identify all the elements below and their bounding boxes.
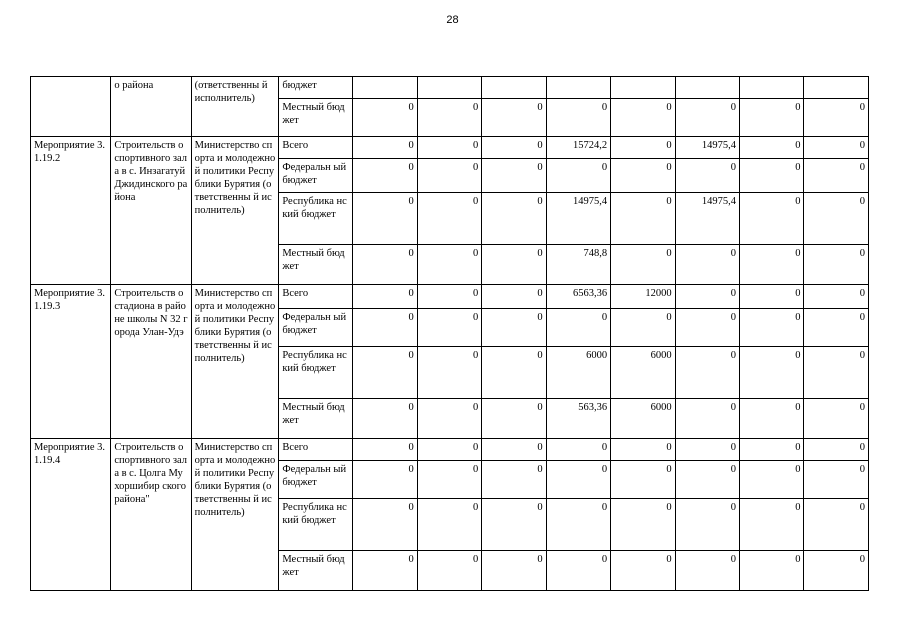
value-cell: 0 xyxy=(740,285,804,309)
measure-id-cell xyxy=(31,77,111,137)
value-cell: 0 xyxy=(353,439,417,461)
value-cell: 0 xyxy=(546,99,610,137)
value-cell: 0 xyxy=(353,285,417,309)
value-cell: 0 xyxy=(482,285,546,309)
value-cell: 0 xyxy=(353,99,417,137)
value-cell: 0 xyxy=(804,99,869,137)
value-cell: 0 xyxy=(417,137,481,159)
value-cell: 0 xyxy=(740,159,804,193)
value-cell: 0 xyxy=(482,245,546,285)
table-row xyxy=(31,137,869,159)
value-cell: 0 xyxy=(675,245,739,285)
value-cell: 0 xyxy=(482,99,546,137)
value-cell: 0 xyxy=(353,245,417,285)
value-cell xyxy=(546,77,610,99)
value-cell xyxy=(611,77,675,99)
value-cell: 0 xyxy=(353,551,417,591)
value-cell: 6000 xyxy=(611,399,675,439)
measure-name-cell: Строительств о спортивного зала в с. Цолга Мухоршибир ского района" xyxy=(111,439,191,591)
value-cell: 0 xyxy=(740,193,804,245)
value-cell: 0 xyxy=(611,193,675,245)
value-cell: 0 xyxy=(804,285,869,309)
value-cell: 0 xyxy=(804,551,869,591)
value-cell: 0 xyxy=(353,461,417,499)
value-cell: 0 xyxy=(417,193,481,245)
value-cell: 0 xyxy=(417,245,481,285)
value-cell: 0 xyxy=(417,99,481,137)
value-cell xyxy=(675,77,739,99)
value-cell: 0 xyxy=(417,159,481,193)
value-cell: 0 xyxy=(611,551,675,591)
value-cell: 0 xyxy=(804,399,869,439)
measure-id-cell: Мероприятие 3.1.19.4 xyxy=(31,439,111,591)
value-cell: 563,36 xyxy=(546,399,610,439)
funding-source-cell: Местный бюджет xyxy=(279,551,353,591)
value-cell: 0 xyxy=(546,461,610,499)
value-cell: 0 xyxy=(546,309,610,347)
value-cell: 0 xyxy=(740,399,804,439)
value-cell: 0 xyxy=(417,399,481,439)
executor-cell: Министерство спорта и молодежной политики Республики Бурятия (ответственны й исполнитель) xyxy=(191,137,279,285)
funding-source-cell: Местный бюджет xyxy=(279,99,353,137)
value-cell: 6563,36 xyxy=(546,285,610,309)
funding-source-cell: Республика нский бюджет xyxy=(279,499,353,551)
value-cell: 0 xyxy=(417,285,481,309)
value-cell: 0 xyxy=(675,461,739,499)
value-cell: 0 xyxy=(804,137,869,159)
measure-name-cell: Строительств о спортивного зала в с. Инзагатуй Джидинского района xyxy=(111,137,191,285)
value-cell: 748,8 xyxy=(546,245,610,285)
value-cell: 0 xyxy=(675,439,739,461)
funding-source-cell: Федеральн ый бюджет xyxy=(279,461,353,499)
value-cell: 0 xyxy=(675,347,739,399)
value-cell: 0 xyxy=(482,193,546,245)
value-cell xyxy=(482,77,546,99)
value-cell: 0 xyxy=(482,439,546,461)
value-cell: 0 xyxy=(740,245,804,285)
value-cell: 14975,4 xyxy=(675,137,739,159)
value-cell: 0 xyxy=(482,399,546,439)
funding-source-cell: Местный бюджет xyxy=(279,245,353,285)
measure-name-cell: о района xyxy=(111,77,191,137)
table-row xyxy=(31,77,869,99)
funding-source-cell: Республика нский бюджет xyxy=(279,347,353,399)
value-cell: 0 xyxy=(740,499,804,551)
value-cell: 0 xyxy=(740,461,804,499)
value-cell: 0 xyxy=(675,309,739,347)
value-cell: 0 xyxy=(740,551,804,591)
value-cell: 12000 xyxy=(611,285,675,309)
value-cell: 0 xyxy=(740,439,804,461)
funding-source-cell: Федеральн ый бюджет xyxy=(279,309,353,347)
budget-table xyxy=(30,76,869,591)
value-cell: 0 xyxy=(740,309,804,347)
value-cell: 0 xyxy=(482,137,546,159)
table-row xyxy=(31,439,869,461)
value-cell: 0 xyxy=(611,245,675,285)
value-cell xyxy=(804,77,869,99)
funding-source-cell: Всего xyxy=(279,439,353,461)
executor-cell: Министерство спорта и молодежной политики Республики Бурятия (ответственны й исполнитель) xyxy=(191,285,279,439)
value-cell: 0 xyxy=(675,99,739,137)
value-cell: 0 xyxy=(353,193,417,245)
value-cell: 0 xyxy=(611,461,675,499)
value-cell: 0 xyxy=(740,347,804,399)
value-cell: 15724,2 xyxy=(546,137,610,159)
value-cell: 0 xyxy=(353,399,417,439)
measure-name-cell: Строительств о стадиона в районе школы N 32 города Улан-Удэ xyxy=(111,285,191,439)
value-cell: 0 xyxy=(353,159,417,193)
value-cell: 0 xyxy=(804,193,869,245)
value-cell: 0 xyxy=(482,461,546,499)
value-cell: 0 xyxy=(740,137,804,159)
value-cell: 0 xyxy=(675,551,739,591)
value-cell: 0 xyxy=(482,347,546,399)
value-cell: 0 xyxy=(482,499,546,551)
value-cell: 0 xyxy=(804,309,869,347)
value-cell: 0 xyxy=(804,159,869,193)
value-cell: 0 xyxy=(611,159,675,193)
table-row xyxy=(31,285,869,309)
value-cell: 0 xyxy=(804,245,869,285)
value-cell: 0 xyxy=(611,99,675,137)
funding-source-cell: Всего xyxy=(279,137,353,159)
value-cell: 0 xyxy=(611,439,675,461)
measure-id-cell: Мероприятие 3.1.19.3 xyxy=(31,285,111,439)
value-cell: 0 xyxy=(546,499,610,551)
value-cell: 0 xyxy=(417,551,481,591)
value-cell: 0 xyxy=(675,499,739,551)
value-cell: 0 xyxy=(417,439,481,461)
value-cell: 0 xyxy=(675,285,739,309)
value-cell: 0 xyxy=(417,309,481,347)
value-cell: 0 xyxy=(546,159,610,193)
value-cell: 0 xyxy=(611,499,675,551)
value-cell: 0 xyxy=(675,159,739,193)
page-number: 28 xyxy=(446,14,459,26)
value-cell: 0 xyxy=(353,309,417,347)
value-cell: 0 xyxy=(611,137,675,159)
value-cell: 6000 xyxy=(611,347,675,399)
value-cell xyxy=(417,77,481,99)
value-cell: 0 xyxy=(353,347,417,399)
value-cell: 0 xyxy=(417,347,481,399)
value-cell: 0 xyxy=(804,439,869,461)
value-cell: 6000 xyxy=(546,347,610,399)
value-cell: 14975,4 xyxy=(675,193,739,245)
value-cell: 0 xyxy=(353,499,417,551)
value-cell: 0 xyxy=(546,439,610,461)
value-cell: 0 xyxy=(482,159,546,193)
value-cell: 14975,4 xyxy=(546,193,610,245)
value-cell: 0 xyxy=(740,99,804,137)
value-cell: 0 xyxy=(546,551,610,591)
value-cell: 0 xyxy=(417,499,481,551)
value-cell: 0 xyxy=(804,347,869,399)
value-cell: 0 xyxy=(482,551,546,591)
funding-source-cell: Местный бюджет xyxy=(279,399,353,439)
value-cell xyxy=(740,77,804,99)
value-cell: 0 xyxy=(675,399,739,439)
value-cell: 0 xyxy=(804,499,869,551)
executor-cell: Министерство спорта и молодежной политики Республики Бурятия (ответственны й исполнитель) xyxy=(191,439,279,591)
value-cell: 0 xyxy=(417,461,481,499)
funding-source-cell: бюджет xyxy=(279,77,353,99)
value-cell: 0 xyxy=(804,461,869,499)
funding-source-cell: Федеральн ый бюджет xyxy=(279,159,353,193)
funding-source-cell: Всего xyxy=(279,285,353,309)
value-cell: 0 xyxy=(611,309,675,347)
value-cell xyxy=(353,77,417,99)
funding-source-cell: Республика нский бюджет xyxy=(279,193,353,245)
value-cell: 0 xyxy=(482,309,546,347)
measure-id-cell: Мероприятие 3.1.19.2 xyxy=(31,137,111,285)
value-cell: 0 xyxy=(353,137,417,159)
executor-cell: (ответственны й исполнитель) xyxy=(191,77,279,137)
